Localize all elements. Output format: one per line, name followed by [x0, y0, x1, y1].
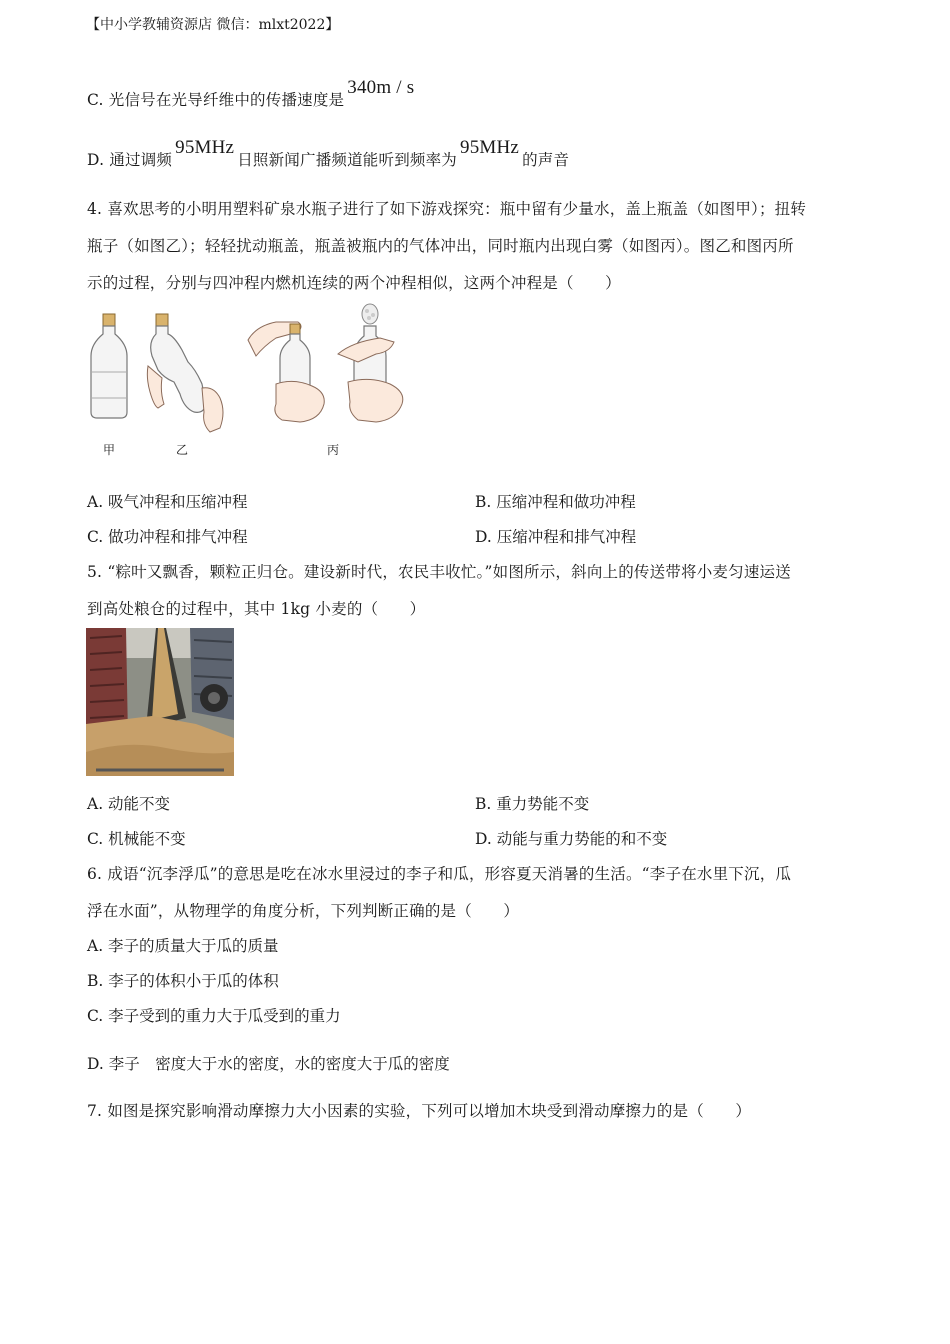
q3-option-c — [87, 77, 417, 111]
q6-stem-line-1: 6. 成语“沉李浮瓜”的意思是吃在冰水里浸过的李子和瓜，形容夏天消暑的生活。“李子在水里下沉，瓜 — [87, 865, 792, 883]
bottle-figure-yi — [144, 312, 228, 436]
q3-option-d-middle: 日照新闻广播频道能听到频率为 — [237, 151, 458, 169]
q6-stem-line-2: 浮在水面”，从物理学的角度分析，下列判断正确的是（ ） — [87, 902, 520, 920]
q4-stem-line-2: 瓶子（如图乙）；轻轻扰动瓶盖，瓶盖被瓶内的气体冲出，同时瓶内出现白雾（如图丙）。图乙和图丙所 — [87, 237, 794, 255]
figure-label-bing: 丙 — [327, 443, 340, 457]
q4-stem-line-1: 4. 喜欢思考的小明用塑料矿泉水瓶子进行了如下游戏探究：瓶中留有少量水，盖上瓶盖（如图甲）；扭转 — [87, 200, 807, 218]
q6-option-b: B. 李子的体积小于瓜的体积 — [87, 972, 279, 990]
q4-option-c: C. 做功冲程和排气冲程 — [87, 528, 248, 546]
bottle-figure-bing-1 — [246, 312, 328, 424]
q3-option-d-math-2: 95MHz — [460, 137, 520, 158]
q3-option-d-prefix: D. 通过调频 — [87, 151, 173, 169]
page-header: 【中小学教辅资源店 微信：mlxt2022】 — [86, 17, 340, 33]
q5-option-a: A. 动能不变 — [87, 795, 171, 813]
q5-option-c: C. 机械能不变 — [87, 830, 186, 848]
q4-stem-line-3: 示的过程，分别与四冲程内燃机连续的两个冲程相似，这两个冲程是（ ） — [87, 274, 621, 292]
q6-option-a: A. 李子的质量大于瓜的质量 — [87, 937, 279, 955]
q7-stem: 7. 如图是探究影响滑动摩擦力大小因素的实验，下列可以增加木块受到滑动摩擦力的是（ ） — [87, 1102, 752, 1120]
q6-option-d: D. 李子 密度大于水的密度，水的密度大于瓜的密度 — [87, 1055, 450, 1073]
bottle-figure-jia — [86, 312, 132, 422]
figure-label-yi: 乙 — [176, 443, 189, 457]
q3-option-c-text: C. 光信号在光导纤维中的传播速度是 — [87, 91, 345, 109]
figure-label-jia: 甲 — [103, 443, 116, 457]
q4-option-b: B. 压缩冲程和做功冲程 — [475, 493, 636, 511]
q3-option-d-math-1: 95MHz — [175, 137, 235, 158]
q6-option-c: C. 李子受到的重力大于瓜受到的重力 — [87, 1007, 341, 1025]
q5-stem-line-2: 到高处粮仓的过程中，其中 1kg 小麦的（ ） — [87, 600, 426, 618]
q5-option-b: B. 重力势能不变 — [475, 795, 590, 813]
q3-option-d-suffix: 的声音 — [522, 151, 570, 169]
q4-option-a: A. 吸气冲程和压缩冲程 — [87, 493, 248, 511]
q3-option-d — [87, 137, 570, 171]
bottle-figure-bing-2 — [336, 302, 408, 426]
q5-stem-line-1: 5. “粽叶又飘香，颗粒正归仓。建设新时代，农民丰收忙。”如图所示，斜向上的传送带将小麦匀速运送 — [87, 563, 791, 581]
q4-option-d: D. 压缩冲程和排气冲程 — [475, 528, 637, 546]
conveyor-belt-photo — [86, 628, 234, 776]
q5-option-d: D. 动能与重力势能的和不变 — [475, 830, 668, 848]
q3-option-c-math: 340m / s — [347, 77, 415, 98]
